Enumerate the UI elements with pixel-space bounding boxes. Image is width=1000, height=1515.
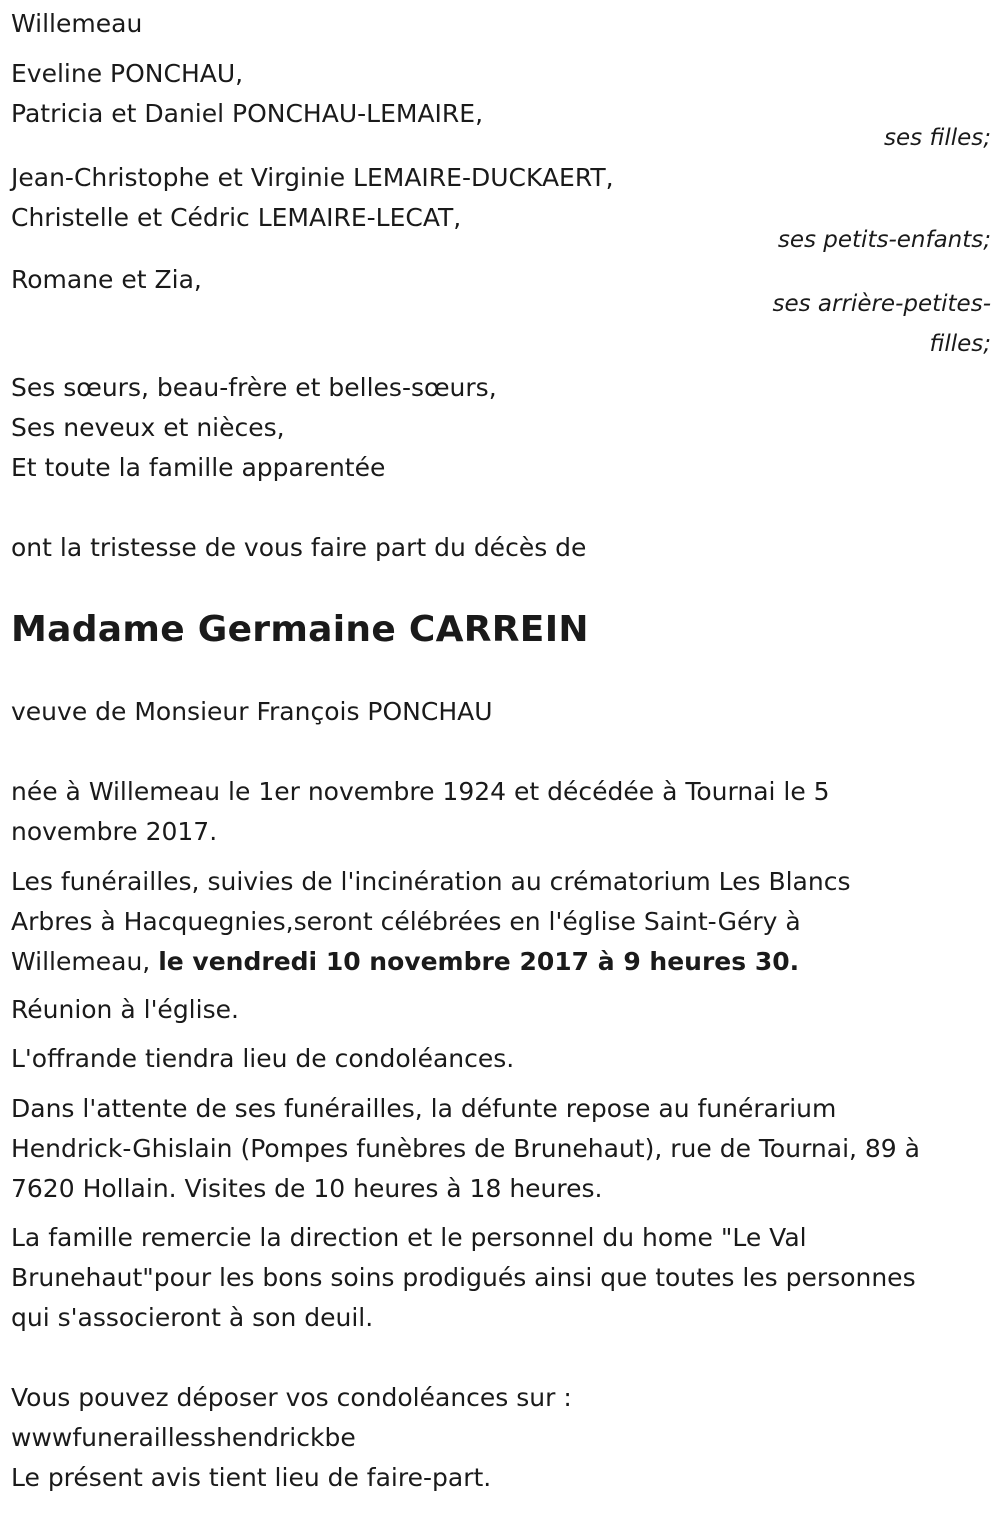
grandchild-1: Jean-Christophe et Virginie LEMAIRE-DUCKAERT,: [11, 163, 614, 192]
offering-text: L'offrande tiendra lieu de condoléances.: [11, 1044, 515, 1073]
funeral-paragraph: [11, 862, 991, 982]
birth-death-line-1: née à Willemeau le 1er novembre 1924 et décédée à Tournai le 5: [11, 777, 830, 806]
rest-line-3: 7620 Hollain. Visites de 10 heures à 18 heures.: [11, 1174, 603, 1203]
funeral-line-2: Arbres à Hacquegnies,seront célébrées en l'église Saint-Géry à: [11, 907, 801, 936]
rest-paragraph: [11, 1089, 991, 1209]
deceased-name: Madame Germaine CARREIN: [11, 609, 589, 650]
great-grandchildren-role-line2: filles;: [929, 331, 991, 357]
birth-death-paragraph: [11, 772, 991, 852]
meeting-text: Réunion à l'église.: [11, 995, 239, 1024]
thanks-line-1: La famille remercie la direction et le personnel du home "Le Val: [11, 1223, 807, 1252]
place-heading: Willemeau: [11, 9, 143, 38]
obituary-notice: [11, 4, 991, 1498]
condolences-website: wwwfuneraillesshendrickbe: [11, 1423, 356, 1452]
other-family-2: Ses neveux et nièces,: [11, 413, 285, 442]
birth-death-line-2: novembre 2017.: [11, 817, 218, 846]
thanks-paragraph: [11, 1218, 991, 1338]
grandchildren-role: ses petits-enfants;: [777, 227, 991, 253]
other-family-3: Et toute la famille apparentée: [11, 453, 386, 482]
rest-line-1: Dans l'attente de ses funérailles, la défunte repose au funérarium: [11, 1094, 837, 1123]
other-family-1: Ses sœurs, beau-frère et belles-sœurs,: [11, 373, 497, 402]
announcement-text: ont la tristesse de vous faire part du décès de: [11, 533, 587, 562]
notice-text: Le présent avis tient lieu de faire-part.: [11, 1463, 492, 1492]
daughters-role: ses filles;: [884, 125, 991, 151]
thanks-line-2: Brunehaut"pour les bons soins prodigués ainsi que toutes les personnes: [11, 1263, 916, 1292]
funeral-location-text: Willemeau,: [11, 947, 159, 976]
daughters-group: [11, 54, 991, 158]
grandchildren-group: [11, 158, 991, 260]
thanks-line-3: qui s'associeront à son deuil.: [11, 1303, 374, 1332]
great-grandchildren-role-line1: ses arrière-petites-: [772, 291, 991, 317]
daughter-1: Eveline PONCHAU,: [11, 59, 244, 88]
other-family-group: [11, 368, 991, 488]
condolences-text: Vous pouvez déposer vos condoléances sur :: [11, 1383, 572, 1412]
funeral-date-time: le vendredi 10 novembre 2017 à 9 heures 30.: [158, 947, 800, 976]
daughter-2: Patricia et Daniel PONCHAU-LEMAIRE,: [11, 99, 484, 128]
funeral-line-3: [11, 942, 991, 982]
widow-of-text: veuve de Monsieur François PONCHAU: [11, 697, 493, 726]
footer-block: [11, 1378, 991, 1498]
funeral-line-1: Les funérailles, suivies de l'incinération au crématorium Les Blancs: [11, 867, 851, 896]
great-grandchildren-group: [11, 260, 991, 364]
great-grandchild-1: Romane et Zia,: [11, 265, 202, 294]
rest-line-2: Hendrick-Ghislain (Pompes funèbres de Brunehaut), rue de Tournai, 89 à: [11, 1134, 920, 1163]
grandchild-2: Christelle et Cédric LEMAIRE-LECAT,: [11, 203, 462, 232]
